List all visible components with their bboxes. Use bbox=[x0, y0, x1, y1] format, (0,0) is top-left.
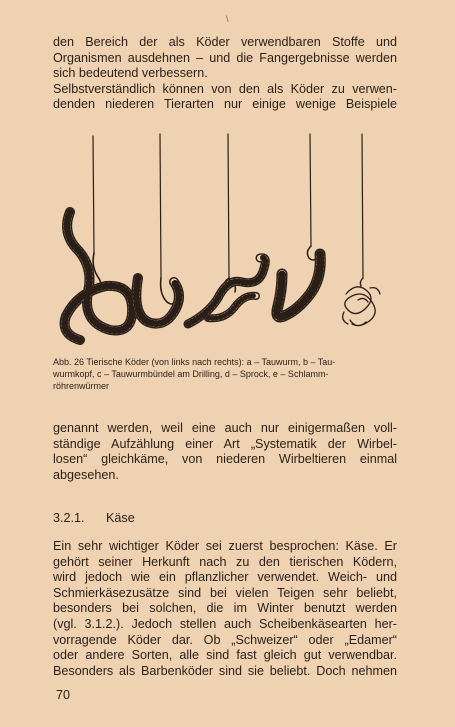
paragraph-continuation bbox=[53, 421, 397, 483]
text-line: Selbstverständlich können von den als Köder zu verwen- bbox=[53, 81, 397, 96]
caption-line: röhrenwürmer bbox=[53, 381, 110, 392]
text-line: Besonders als Barbenköder sind sie beliebt. Doch nehmen bbox=[53, 663, 397, 678]
caption-line: wurmkopf, c – Tauwurmbündel am Drilling, d – Sprock, e – Schlamm- bbox=[53, 369, 329, 380]
bait-a-earthworm bbox=[65, 136, 133, 340]
text-line: Organismen ausdehnen – und die Fangergebnisse werden bbox=[53, 50, 397, 65]
paragraph-intro bbox=[53, 35, 397, 113]
text-line: abgesehen. bbox=[53, 467, 119, 482]
text-line: Schmierkäsezusätze sind bei vielen Teigen sehr beliebt, bbox=[53, 585, 397, 600]
bait-b-worm-head bbox=[136, 134, 179, 324]
figure-caption bbox=[53, 356, 399, 393]
text-line: wird jedoch wie ein pflanzlicher verwendet. Weich- und bbox=[53, 570, 397, 585]
section-number: 3.2.1. bbox=[53, 511, 85, 525]
bait-e-tubifex bbox=[343, 134, 380, 326]
text-line: denden niederen Tierarten nur einige wenige Beispiele bbox=[53, 97, 397, 112]
bait-illustration bbox=[48, 128, 398, 350]
section-heading bbox=[53, 510, 135, 526]
text-line: den Bereich der als Köder verwendbaren Stoffe und bbox=[53, 35, 397, 49]
top-mark: \ bbox=[226, 14, 229, 24]
text-line: ständige Aufzählung einer Art „Systematik der Wirbel- bbox=[53, 436, 397, 451]
text-line: Ein sehr wichtiger Köder sei zuerst besprochen: Käse. Er bbox=[53, 539, 397, 553]
text-line: oder andere Sorten, alle sind fast gleich gut verwendbar. bbox=[53, 648, 397, 663]
bait-d-caddis-larva bbox=[277, 134, 320, 317]
text-line: (vgl. 3.1.2.). Jedoch stellen auch Scheibenkäsearten her- bbox=[53, 616, 397, 631]
page-number: 70 bbox=[56, 688, 71, 702]
text-line: losen“ gleichkäme, von niederen Wirbeltieren einmal bbox=[53, 452, 397, 467]
text-line: besonders bei solchen, die im Winter benutzt werden bbox=[53, 601, 397, 616]
text-line: vorragende Köder dar. Ob „Schweizer“ oder „Edamer“ bbox=[53, 632, 397, 647]
text-line: gehört seiner Herkunft nach zu den tierischen Ködern, bbox=[53, 554, 397, 569]
text-line: sich bedeutend verbessern. bbox=[53, 66, 208, 81]
paragraph-cheese bbox=[53, 539, 397, 679]
caption-line: Abb. 26 Tierische Köder (von links nach rechts): a – Tauwurm, b – Tau- bbox=[53, 357, 336, 367]
section-title: Käse bbox=[106, 511, 135, 525]
text-line: genannt werden, weil eine auch nur einigermaßen voll- bbox=[53, 421, 397, 435]
bait-c-worm-bundle bbox=[188, 134, 265, 324]
